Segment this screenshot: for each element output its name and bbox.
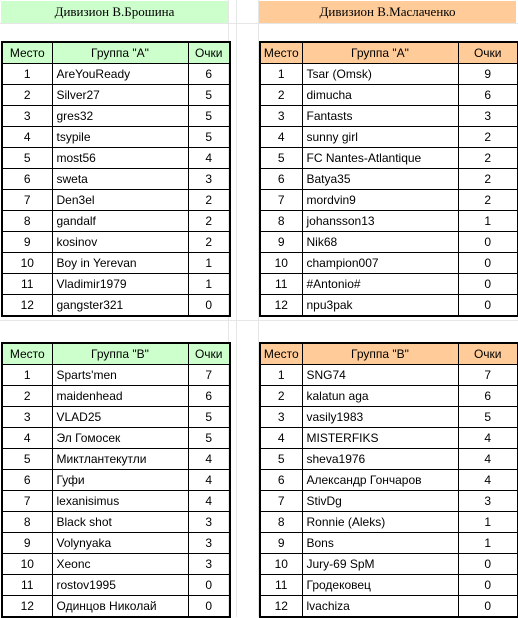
cell-name: Миктлантекутли [52,449,188,470]
table-row [2,365,230,386]
cell-name: sheva1976 [302,449,458,470]
cell-name: Xeonc [52,554,188,575]
cell-points: 1 [458,211,518,232]
cell-points: 2 [458,169,518,190]
cell-place: 3 [260,106,302,127]
cell-place: 9 [260,533,302,554]
cell-points: 1 [188,253,230,274]
cell-place: 2 [2,85,52,106]
cell-place: 6 [2,169,52,190]
standings-table-right-group-a [259,41,518,317]
cell-place: 4 [2,428,52,449]
cell-points: 2 [188,232,230,253]
cell-points: 2 [458,127,518,148]
table-row [260,148,518,169]
cell-name: Silver27 [52,85,188,106]
cell-place: 5 [2,449,52,470]
cell-place: 10 [260,554,302,575]
cell-place: 7 [2,190,52,211]
cell-place: 11 [2,274,52,295]
table-row [2,295,230,317]
table-header-row [260,343,518,365]
cell-points: 3 [188,169,230,190]
cell-points: 0 [458,554,518,575]
table-row [260,85,518,106]
cell-place: 7 [260,491,302,512]
cell-place: 11 [2,575,52,596]
grid-line [236,0,237,617]
table-row [2,106,230,127]
cell-place: 12 [260,295,302,317]
cell-points: 2 [188,190,230,211]
table-row [260,190,518,211]
cell-points: 3 [188,554,230,575]
cell-points: 3 [188,512,230,533]
cell-points: 5 [188,85,230,106]
cell-name: Boy in Yerevan [52,253,188,274]
cell-place: 7 [260,190,302,211]
cell-name: Sparts'men [52,365,188,386]
standings-table-right-group-b [259,342,518,618]
table-row [2,169,230,190]
cell-name: Одинцов Николай [52,596,188,618]
table-row [260,295,518,317]
cell-points: 6 [458,85,518,106]
cell-name: Эл Гомосек [52,428,188,449]
table-row [260,512,518,533]
header-group: Группа "А" [302,42,458,64]
standings-table-left-group-b [1,342,231,618]
table-row [260,386,518,407]
cell-name: FC Nantes-Atlantique [302,148,458,169]
cell-points: 0 [188,295,230,317]
table-row [260,127,518,148]
table-row [260,596,518,618]
cell-place: 1 [2,64,52,85]
header-place: Место [260,42,302,64]
cell-name: tsypile [52,127,188,148]
cell-points: 2 [458,190,518,211]
table-row [260,428,518,449]
cell-name: gangster321 [52,295,188,317]
cell-name: lexanisimus [52,491,188,512]
cell-points: 3 [188,533,230,554]
cell-points: 4 [188,491,230,512]
cell-name: Vladimir1979 [52,274,188,295]
table-row [2,127,230,148]
cell-place: 6 [260,169,302,190]
cell-place: 12 [260,596,302,618]
cell-name: dimucha [302,85,458,106]
table-row [2,470,230,491]
cell-name: most56 [52,148,188,169]
cell-place: 2 [260,85,302,106]
cell-name: sunny girl [302,127,458,148]
cell-points: 7 [458,365,518,386]
cell-points: 0 [458,295,518,317]
header-group: Группа "В" [52,343,188,365]
table-row [2,253,230,274]
table-row [2,512,230,533]
cell-place: 3 [2,106,52,127]
table-row [2,190,230,211]
cell-name: Ronnie (Aleks) [302,512,458,533]
table-header-row [2,343,230,365]
cell-place: 1 [260,365,302,386]
cell-name: Batya35 [302,169,458,190]
cell-points: 0 [188,575,230,596]
cell-place: 12 [2,596,52,618]
grid-line [0,23,518,24]
header-place: Место [2,42,52,64]
cell-place: 10 [2,554,52,575]
cell-place: 9 [2,533,52,554]
cell-name: Bons [302,533,458,554]
cell-place: 8 [2,512,52,533]
cell-name: vasily1983 [302,407,458,428]
cell-name: gandalf [52,211,188,232]
cell-points: 0 [458,596,518,618]
cell-points: 0 [458,274,518,295]
cell-points: 1 [458,512,518,533]
cell-points: 4 [188,148,230,169]
cell-points: 4 [188,449,230,470]
cell-points: 0 [458,232,518,253]
cell-points: 0 [458,253,518,274]
table-row [260,575,518,596]
header-points: Очки [188,42,230,64]
cell-points: 6 [188,64,230,85]
cell-points: 5 [188,428,230,449]
cell-points: 3 [458,491,518,512]
cell-place: 6 [2,470,52,491]
cell-place: 2 [260,386,302,407]
table-row [260,64,518,85]
division-title-left: Дивизион В.Брошина [1,1,228,23]
table-row [2,596,230,618]
cell-name: johansson13 [302,211,458,232]
cell-points: 6 [188,386,230,407]
cell-name: #Antonio# [302,274,458,295]
cell-points: 5 [458,407,518,428]
table-row [2,232,230,253]
cell-place: 9 [260,232,302,253]
table-row [2,491,230,512]
cell-name: Nik68 [302,232,458,253]
table-header-row [260,42,518,64]
cell-points: 9 [458,64,518,85]
table-row [2,148,230,169]
cell-place: 3 [2,407,52,428]
cell-place: 1 [2,365,52,386]
table-row [2,64,230,85]
cell-place: 5 [260,148,302,169]
cell-points: 4 [458,470,518,491]
cell-place: 9 [2,232,52,253]
cell-name: Гуфи [52,470,188,491]
standings-table-left-group-a [1,41,231,317]
cell-name: lvachiza [302,596,458,618]
header-group: Группа "В" [302,343,458,365]
cell-name: sweta [52,169,188,190]
cell-name: Александр Гончаров [302,470,458,491]
table-row [260,470,518,491]
table-row [260,407,518,428]
table-row [2,274,230,295]
cell-points: 6 [458,386,518,407]
header-points: Очки [188,343,230,365]
cell-place: 12 [2,295,52,317]
cell-name: kosinov [52,232,188,253]
cell-points: 5 [188,407,230,428]
table-row [260,554,518,575]
grid-line [0,320,518,321]
cell-points: 2 [458,148,518,169]
cell-points: 5 [188,127,230,148]
header-place: Место [2,343,52,365]
cell-name: mordvin9 [302,190,458,211]
cell-points: 4 [188,470,230,491]
cell-name: Fantasts [302,106,458,127]
cell-name: rostov1995 [52,575,188,596]
cell-name: MISTERFIKS [302,428,458,449]
cell-name: StivDg [302,491,458,512]
cell-place: 4 [260,127,302,148]
header-group: Группа "А" [52,42,188,64]
cell-place: 8 [2,211,52,232]
table-row [260,365,518,386]
cell-points: 1 [188,274,230,295]
cell-place: 1 [260,64,302,85]
cell-place: 4 [260,428,302,449]
cell-name: AreYouReady [52,64,188,85]
cell-name: gres32 [52,106,188,127]
cell-name: Гродековец [302,575,458,596]
cell-place: 10 [260,253,302,274]
cell-name: Den3el [52,190,188,211]
table-row [260,491,518,512]
division-title-right: Дивизион В.Маслаченко [259,1,516,23]
table-header-row [2,42,230,64]
table-row [2,449,230,470]
cell-place: 11 [260,575,302,596]
cell-place: 11 [260,274,302,295]
cell-name: champion007 [302,253,458,274]
cell-name: Volynyaka [52,533,188,554]
cell-place: 10 [2,253,52,274]
table-row [2,554,230,575]
cell-points: 4 [458,449,518,470]
cell-name: maidenhead [52,386,188,407]
table-row [2,85,230,106]
cell-place: 3 [260,407,302,428]
cell-points: 0 [188,596,230,618]
table-row [2,211,230,232]
table-row [2,386,230,407]
cell-name: SNG74 [302,365,458,386]
table-row [260,106,518,127]
cell-place: 5 [2,148,52,169]
cell-points: 7 [188,365,230,386]
cell-points: 3 [458,106,518,127]
cell-place: 7 [2,491,52,512]
cell-name: Jury-69 SpM [302,554,458,575]
table-row [260,232,518,253]
cell-points: 1 [458,533,518,554]
table-row [2,407,230,428]
cell-place: 8 [260,211,302,232]
cell-name: npu3pak [302,295,458,317]
cell-place: 6 [260,470,302,491]
table-row [260,274,518,295]
table-row [260,253,518,274]
cell-name: VLAD25 [52,407,188,428]
table-row [2,428,230,449]
cell-name: kalatun aga [302,386,458,407]
cell-name: Tsar (Omsk) [302,64,458,85]
cell-points: 0 [458,575,518,596]
cell-points: 2 [188,211,230,232]
header-points: Очки [458,42,518,64]
header-points: Очки [458,343,518,365]
table-row [260,211,518,232]
table-row [2,575,230,596]
table-row [260,533,518,554]
cell-points: 4 [458,428,518,449]
cell-name: Black shot [52,512,188,533]
cell-place: 4 [2,127,52,148]
cell-place: 8 [260,512,302,533]
table-row [260,449,518,470]
header-place: Место [260,343,302,365]
table-row [260,169,518,190]
cell-place: 2 [2,386,52,407]
cell-points: 5 [188,106,230,127]
table-row [2,533,230,554]
cell-place: 5 [260,449,302,470]
